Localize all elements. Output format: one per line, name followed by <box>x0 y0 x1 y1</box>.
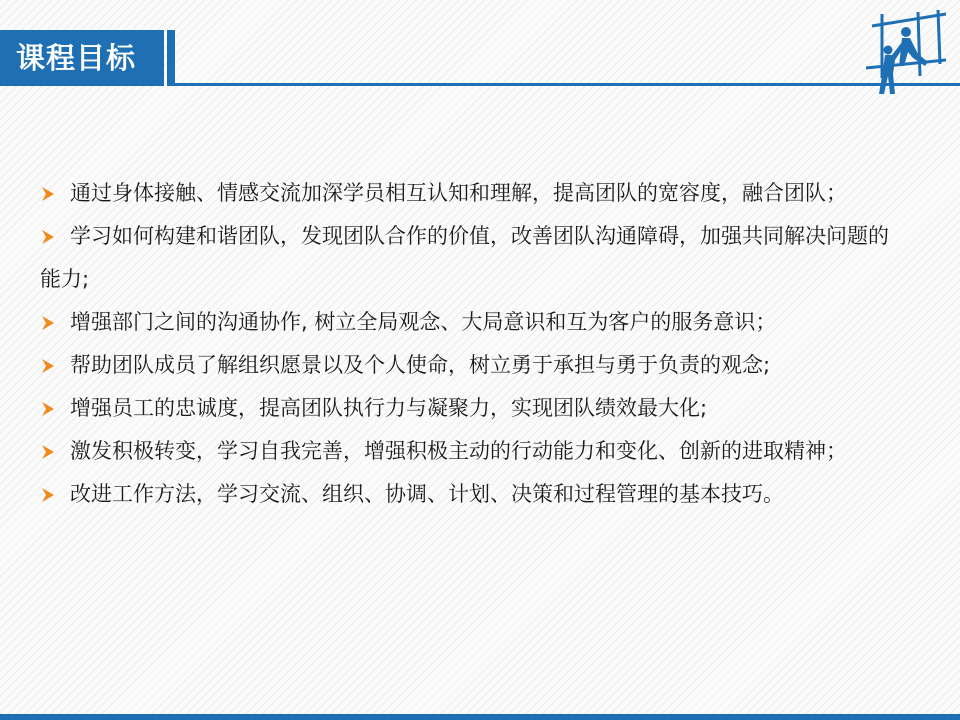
orange-arrow-icon <box>40 186 56 202</box>
orange-arrow-icon <box>40 444 56 460</box>
footer-line <box>0 714 960 720</box>
list-item <box>40 430 896 473</box>
objective-text: 增强员工的忠诚度，提高团队执行力与凝聚力，实现团队绩效最大化; <box>70 396 708 420</box>
list-item <box>40 301 896 344</box>
list-item <box>40 473 896 516</box>
title-stripe <box>167 30 175 86</box>
team-climbing-logo-icon <box>862 8 946 98</box>
title-bar <box>0 30 960 86</box>
orange-arrow-icon <box>40 229 56 245</box>
title-underline <box>175 83 960 86</box>
list-item <box>40 172 896 215</box>
objective-text: 帮助团队成员了解组织愿景以及个人使命，树立勇于承担与勇于负责的观念; <box>70 353 771 377</box>
title-block <box>0 30 164 86</box>
objective-text: 激发积极转变，学习自我完善，增强积极主动的行动能力和变化、创新的进取精神； <box>70 439 847 463</box>
page-title: 课程目标 <box>16 41 137 75</box>
orange-arrow-icon <box>40 487 56 503</box>
objective-text: 学习如何构建和谐团队，发现团队合作的价值，改善团队沟通障碍，加强共同解决问题的能力; <box>40 224 889 291</box>
objectives-list <box>40 172 896 516</box>
objective-text: 改进工作方法，学习交流、组织、协调、计划、决策和过程管理的基本技巧。 <box>70 482 784 506</box>
list-item <box>40 215 896 301</box>
orange-arrow-icon <box>40 358 56 374</box>
list-item <box>40 344 896 387</box>
objective-text: 通过身体接触、情感交流加深学员相互认知和理解，提高团队的宽容度，融合团队； <box>70 181 847 205</box>
orange-arrow-icon <box>40 401 56 417</box>
list-item <box>40 387 896 430</box>
objective-text: 增强部门之间的沟通协作, 树立全局观念、大局意识和互为客户的服务意识； <box>70 310 777 334</box>
orange-arrow-icon <box>40 315 56 331</box>
